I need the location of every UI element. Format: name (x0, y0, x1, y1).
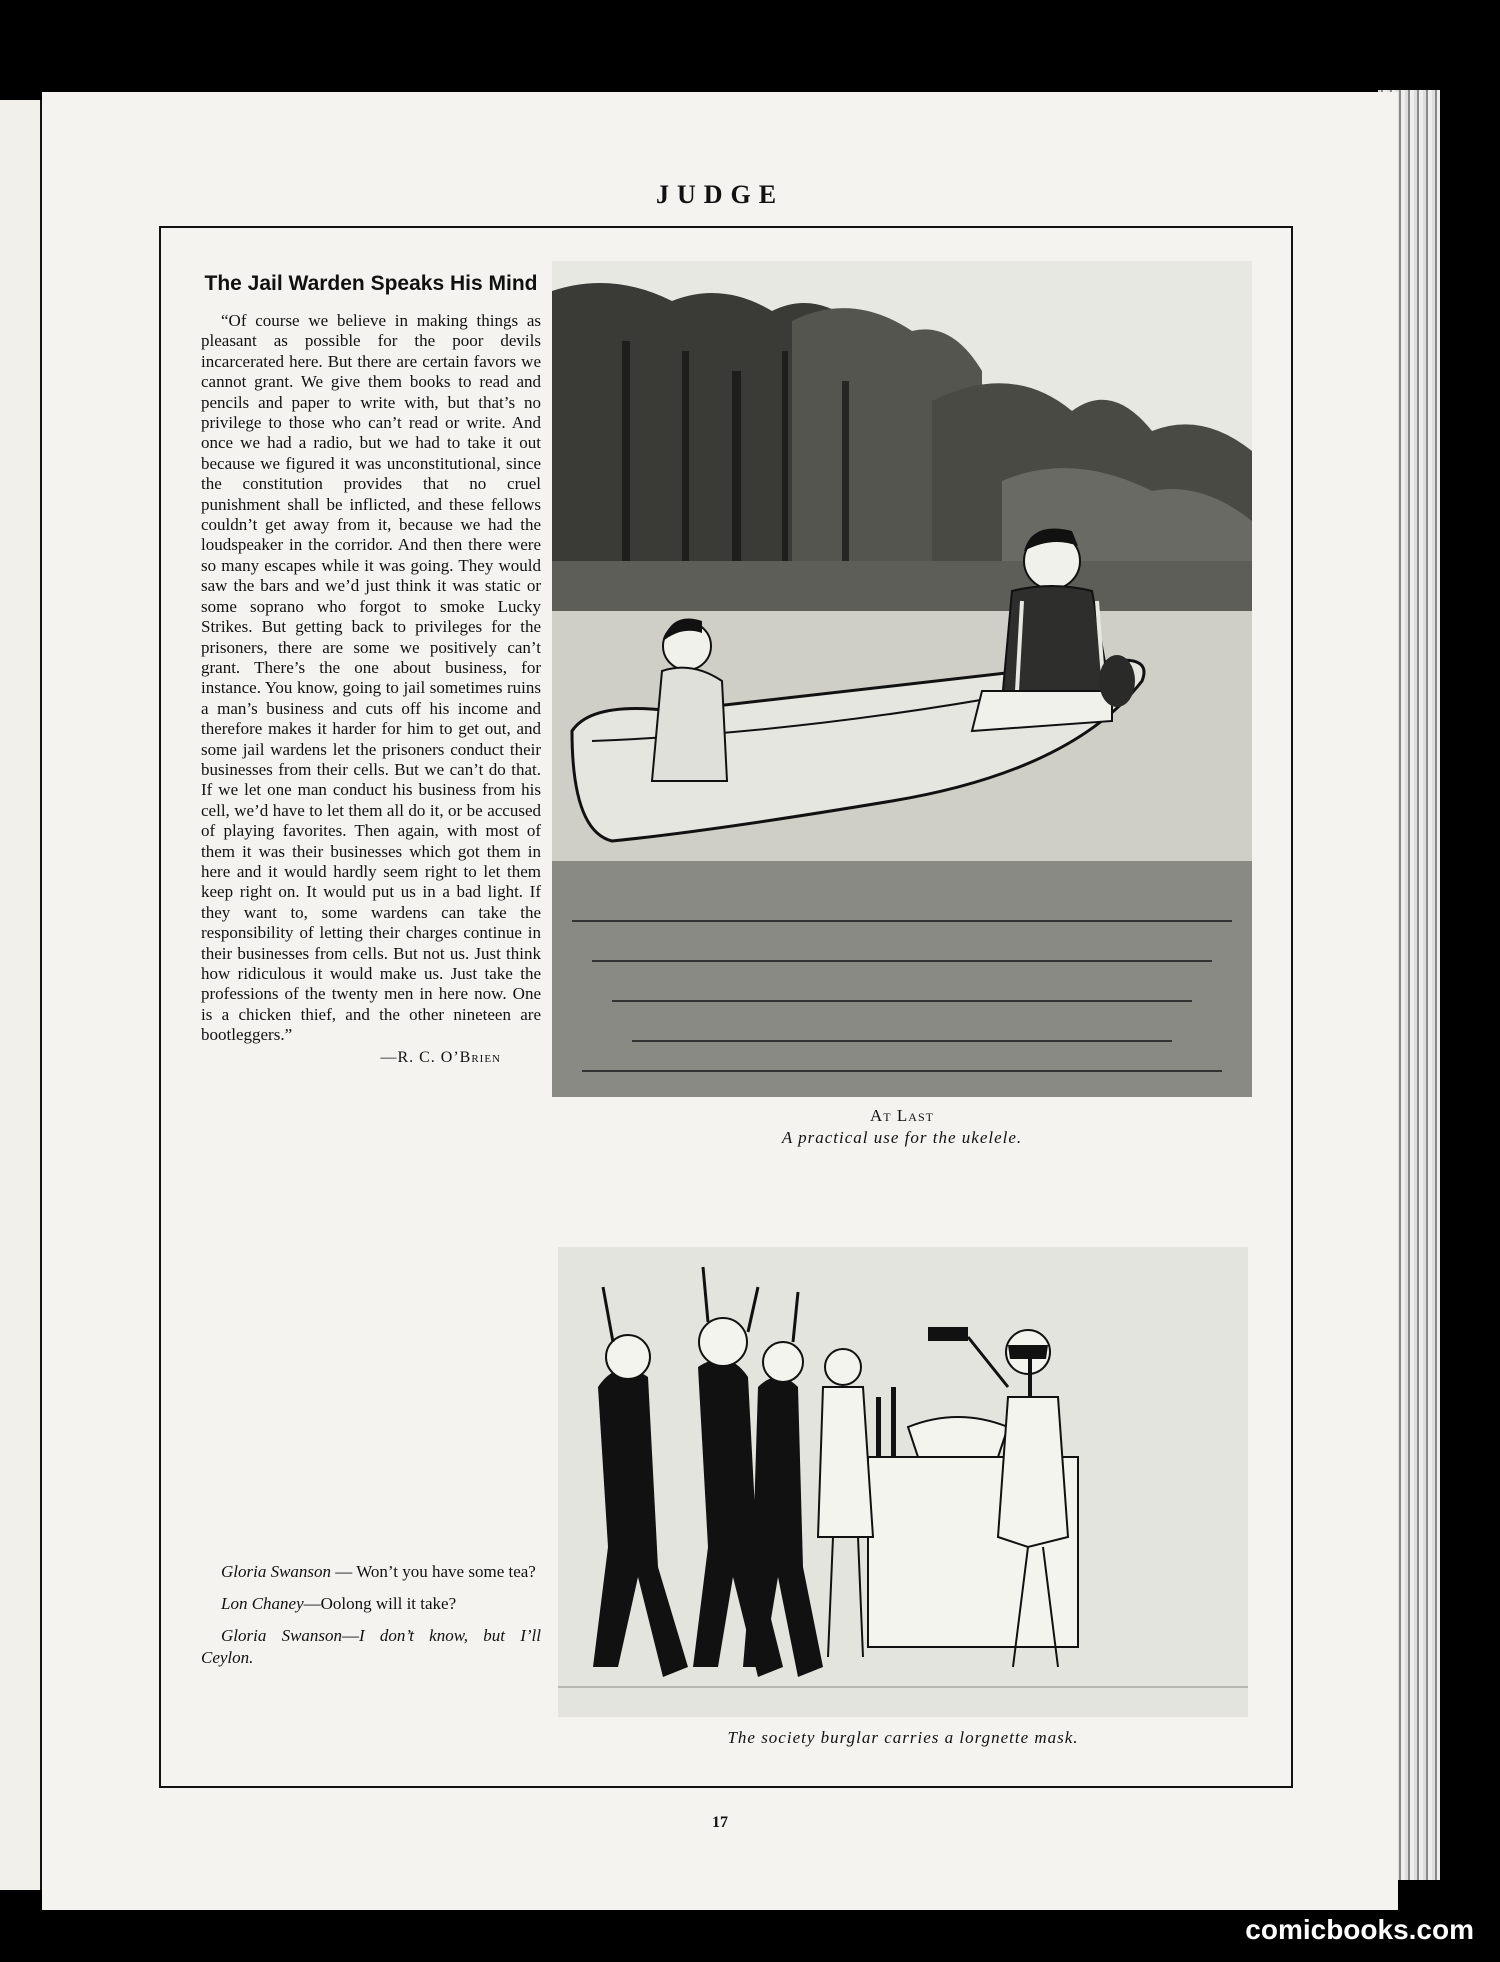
joke-separator: — (342, 1626, 360, 1645)
canoe-drawing (552, 261, 1252, 1097)
running-head: JUDGE (655, 180, 785, 209)
joke-text: Oolong will it take? (320, 1594, 457, 1613)
article-body: “Of course we believe in making things as pleasant as possible for the poor devils incarcerated here. But there are certain favors we cannot grant. We give them books to read and pencils and paper to write with, but that’s no privilege to those who can’t read or write. And once we had a radio, but we had to take it out because we figured it was unconstitutional, since the constitution provides that no cruel punishment shall be inflicted, and these fellows couldn’t get away from it, because we had the loudspeaker in the corridor. And then there were so many escapes while it was going. They would saw the bars and we’d just think it was static or some soprano who forgot to smoke Lucky Strikes. But getting back to privileges for the prisoners, there are some we positively can’t grant. There’s the one about business, for instance. You know, going to jail sometimes ruins a man’s business and cuts off his income and therefore makes it harder for him to get out, and some jail wardens let the prisoners conduct their businesses from their cells. But we can’t do that. If we let one man conduct his business from his cell, we’d have to let them all do it, or be accused of playing favorites. Then again, with most of them it was their businesses which got them in here and it would hardly seem right to let them keep right on. It would put us in a bad light. If they want to, some wardens can take the responsibility of letting their charges continue in their businesses from cells. But not us. Just think how ridiculous it would make us. Just take the professions of the twenty men in here now. One is a chicken thief, and the other nineteen are bootleggers.” (201, 311, 541, 1045)
joke-speaker: Gloria Swanson (221, 1562, 332, 1581)
joke-line (201, 1593, 541, 1615)
canoe-illustration (552, 261, 1252, 1097)
joke-separator: — (331, 1562, 357, 1581)
joke-text: I don’t know, but I’ll Ceylon. (201, 1626, 541, 1667)
page-number: 17 (712, 1814, 728, 1831)
canoe-caption-subtitle: A practical use for the ukelele. (781, 1128, 1023, 1147)
content-frame (159, 226, 1293, 1788)
joke-line (201, 1561, 541, 1583)
article-byline: —R. C. O’Brien (380, 1048, 501, 1066)
article-title: The Jail Warden Speaks His Mind (204, 272, 538, 295)
joke-speaker: Gloria Swanson (221, 1626, 343, 1645)
burglar-drawing (558, 1247, 1248, 1717)
joke-speaker: Lon Chaney (221, 1594, 304, 1613)
joke-text: Won’t you have some tea? (356, 1562, 536, 1581)
burglar-caption: The society burglar carries a lorgnette mask. (727, 1728, 1079, 1747)
burglar-illustration (558, 1247, 1248, 1717)
joke-line (201, 1625, 541, 1669)
canoe-caption-title: At Last (870, 1106, 934, 1125)
joke-block (201, 1561, 541, 1679)
watermark: comicbooks.com (1245, 1914, 1474, 1945)
article (201, 270, 541, 1067)
joke-separator: — (303, 1594, 321, 1613)
facing-page-edge (0, 100, 44, 1890)
canoe-caption (552, 1106, 1252, 1148)
magazine-page (42, 92, 1398, 1910)
